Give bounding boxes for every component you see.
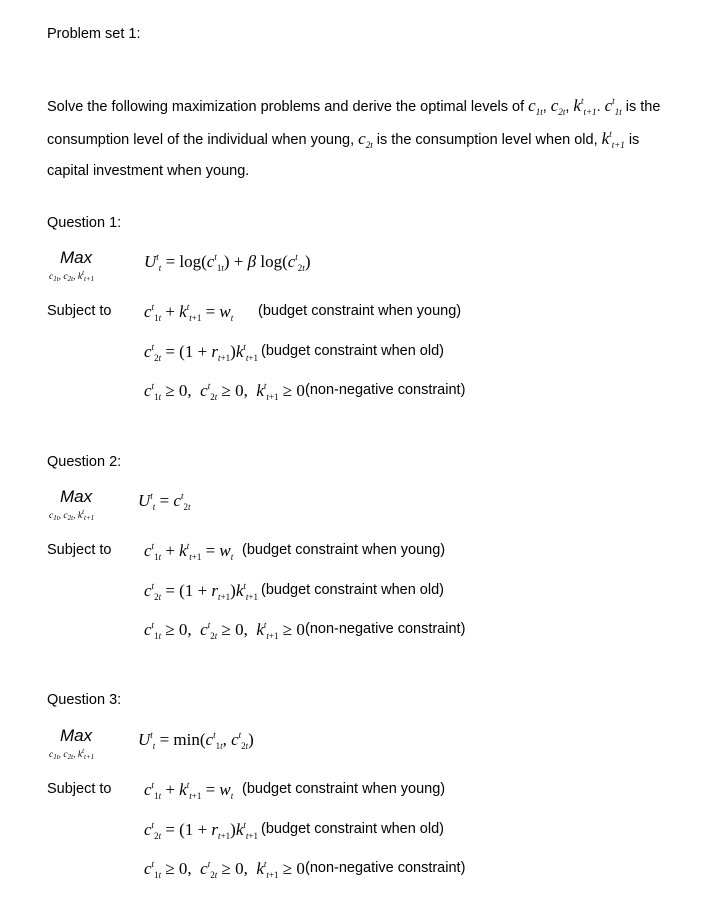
intro-text-4: is the consumption level when old, xyxy=(376,132,598,148)
q1-budget-old-note: (budget constraint when old) xyxy=(261,343,444,359)
q1-max-operator: Max xyxy=(60,248,93,267)
q3-nonneg: $c^t_{1t} \ge 0$, $c^t_{2t} \ge 0$, $k^t_{t+1} \ge 0$ xyxy=(144,859,305,880)
q1-max-subscript: $c_{1t}$, $c_{2t}$, $k^t_{t+1}$ xyxy=(49,269,95,283)
q3-max-subscript: $c_{1t}$, $c_{2t}$, $k^t_{t+1}$ xyxy=(49,747,95,761)
q1-nonneg-note: (non-negative constraint) xyxy=(305,382,466,398)
intro-text-2: is the xyxy=(625,99,661,115)
q1-budget-old: $c^t_{2t} = (1 + r_{t+1})k^t_{t+1}$ xyxy=(144,342,258,363)
intro-paragraph: Solve the following maximization problems and derive the optimal levels of $c_{1t}$, $c_{2t}$, $k^t_{t+1}$. $c^t_{1t}$ is the consumption level of the individual when young, $c_{2t}$ is the consumption level when old, $k^t_{t+1}$ is capital investment when young. xyxy=(47,96,661,179)
q3-budget-old: $c^t_{2t} = (1 + r_{t+1})k^t_{t+1}$ xyxy=(144,820,258,841)
intro-text-1: Solve the following maximization problems and derive the optimal levels of xyxy=(47,99,525,115)
q2-budget-young-note: (budget constraint when young) xyxy=(242,542,446,558)
q2-utility: $U^t_t = c^t_{2t}$ xyxy=(138,491,191,512)
q2-budget-old: $c^t_{2t} = (1 + r_{t+1})k^t_{t+1}$ xyxy=(144,581,258,602)
intro-text-5: is xyxy=(628,132,640,148)
q2-max-operator: Max xyxy=(60,487,93,506)
q3-utility: $U^t_t = \min(c^t_{1t}$, $c^t_{2t}$) xyxy=(138,730,254,751)
q1-nonneg: $c^t_{1t} \ge 0$, $c^t_{2t} \ge 0$, $k^t_{t+1} \ge 0$ xyxy=(144,381,305,402)
page-title: Problem set 1: xyxy=(47,26,141,42)
q3-budget-old-note: (budget constraint when old) xyxy=(261,821,444,837)
q2-nonneg: $c^t_{1t} \ge 0$, $c^t_{2t} \ge 0$, $k^t_{t+1} \ge 0$ xyxy=(144,620,305,641)
q3-nonneg-note: (non-negative constraint) xyxy=(305,860,466,876)
q3-max-operator: Max xyxy=(60,726,93,745)
q2-max-subscript: $c_{1t}$, $c_{2t}$, $k^t_{t+1}$ xyxy=(49,508,95,522)
math-c2t-b: $c_{2t}$ xyxy=(358,129,373,150)
question-1-label: Question 1: xyxy=(47,215,122,231)
q2-subject-to: Subject to xyxy=(47,542,112,558)
q2-budget-young: $c^t_{1t} + k^t_{t+1} = w_t$ xyxy=(144,541,234,562)
math-kt1-b: $k^t_{t+1}$ xyxy=(601,129,625,150)
intro-text-3: consumption level of the individual when young, xyxy=(47,132,355,148)
question-2-label: Question 2: xyxy=(47,454,122,470)
q1-subject-to: Subject to xyxy=(47,303,112,319)
intro-text-6: capital investment when young. xyxy=(47,163,250,179)
q3-budget-young-note: (budget constraint when young) xyxy=(242,781,446,797)
q2-budget-old-note: (budget constraint when old) xyxy=(261,582,444,598)
math-c2t: $c_{2t}$ xyxy=(550,96,566,117)
math-c1t-t: $c^t_{1t}$ xyxy=(604,96,622,117)
q1-budget-young: $c^t_{1t} + k^t_{t+1} = w_t$ xyxy=(144,302,234,323)
question-3-label: Question 3: xyxy=(47,692,122,708)
q1-budget-young-note: (budget constraint when young) xyxy=(258,303,462,319)
q1-utility: $U^t_t = \log(c^t_{1t}) + \beta$ $\log(c^t_{2t})$ xyxy=(144,252,311,273)
math-c1t: $c_{1t}$ xyxy=(528,96,543,117)
q3-subject-to: Subject to xyxy=(47,781,112,797)
q3-budget-young: $c^t_{1t} + k^t_{t+1} = w_t$ xyxy=(144,780,234,801)
q2-nonneg-note: (non-negative constraint) xyxy=(305,621,466,637)
math-kt1: $k^t_{t+1}$ xyxy=(573,96,597,117)
